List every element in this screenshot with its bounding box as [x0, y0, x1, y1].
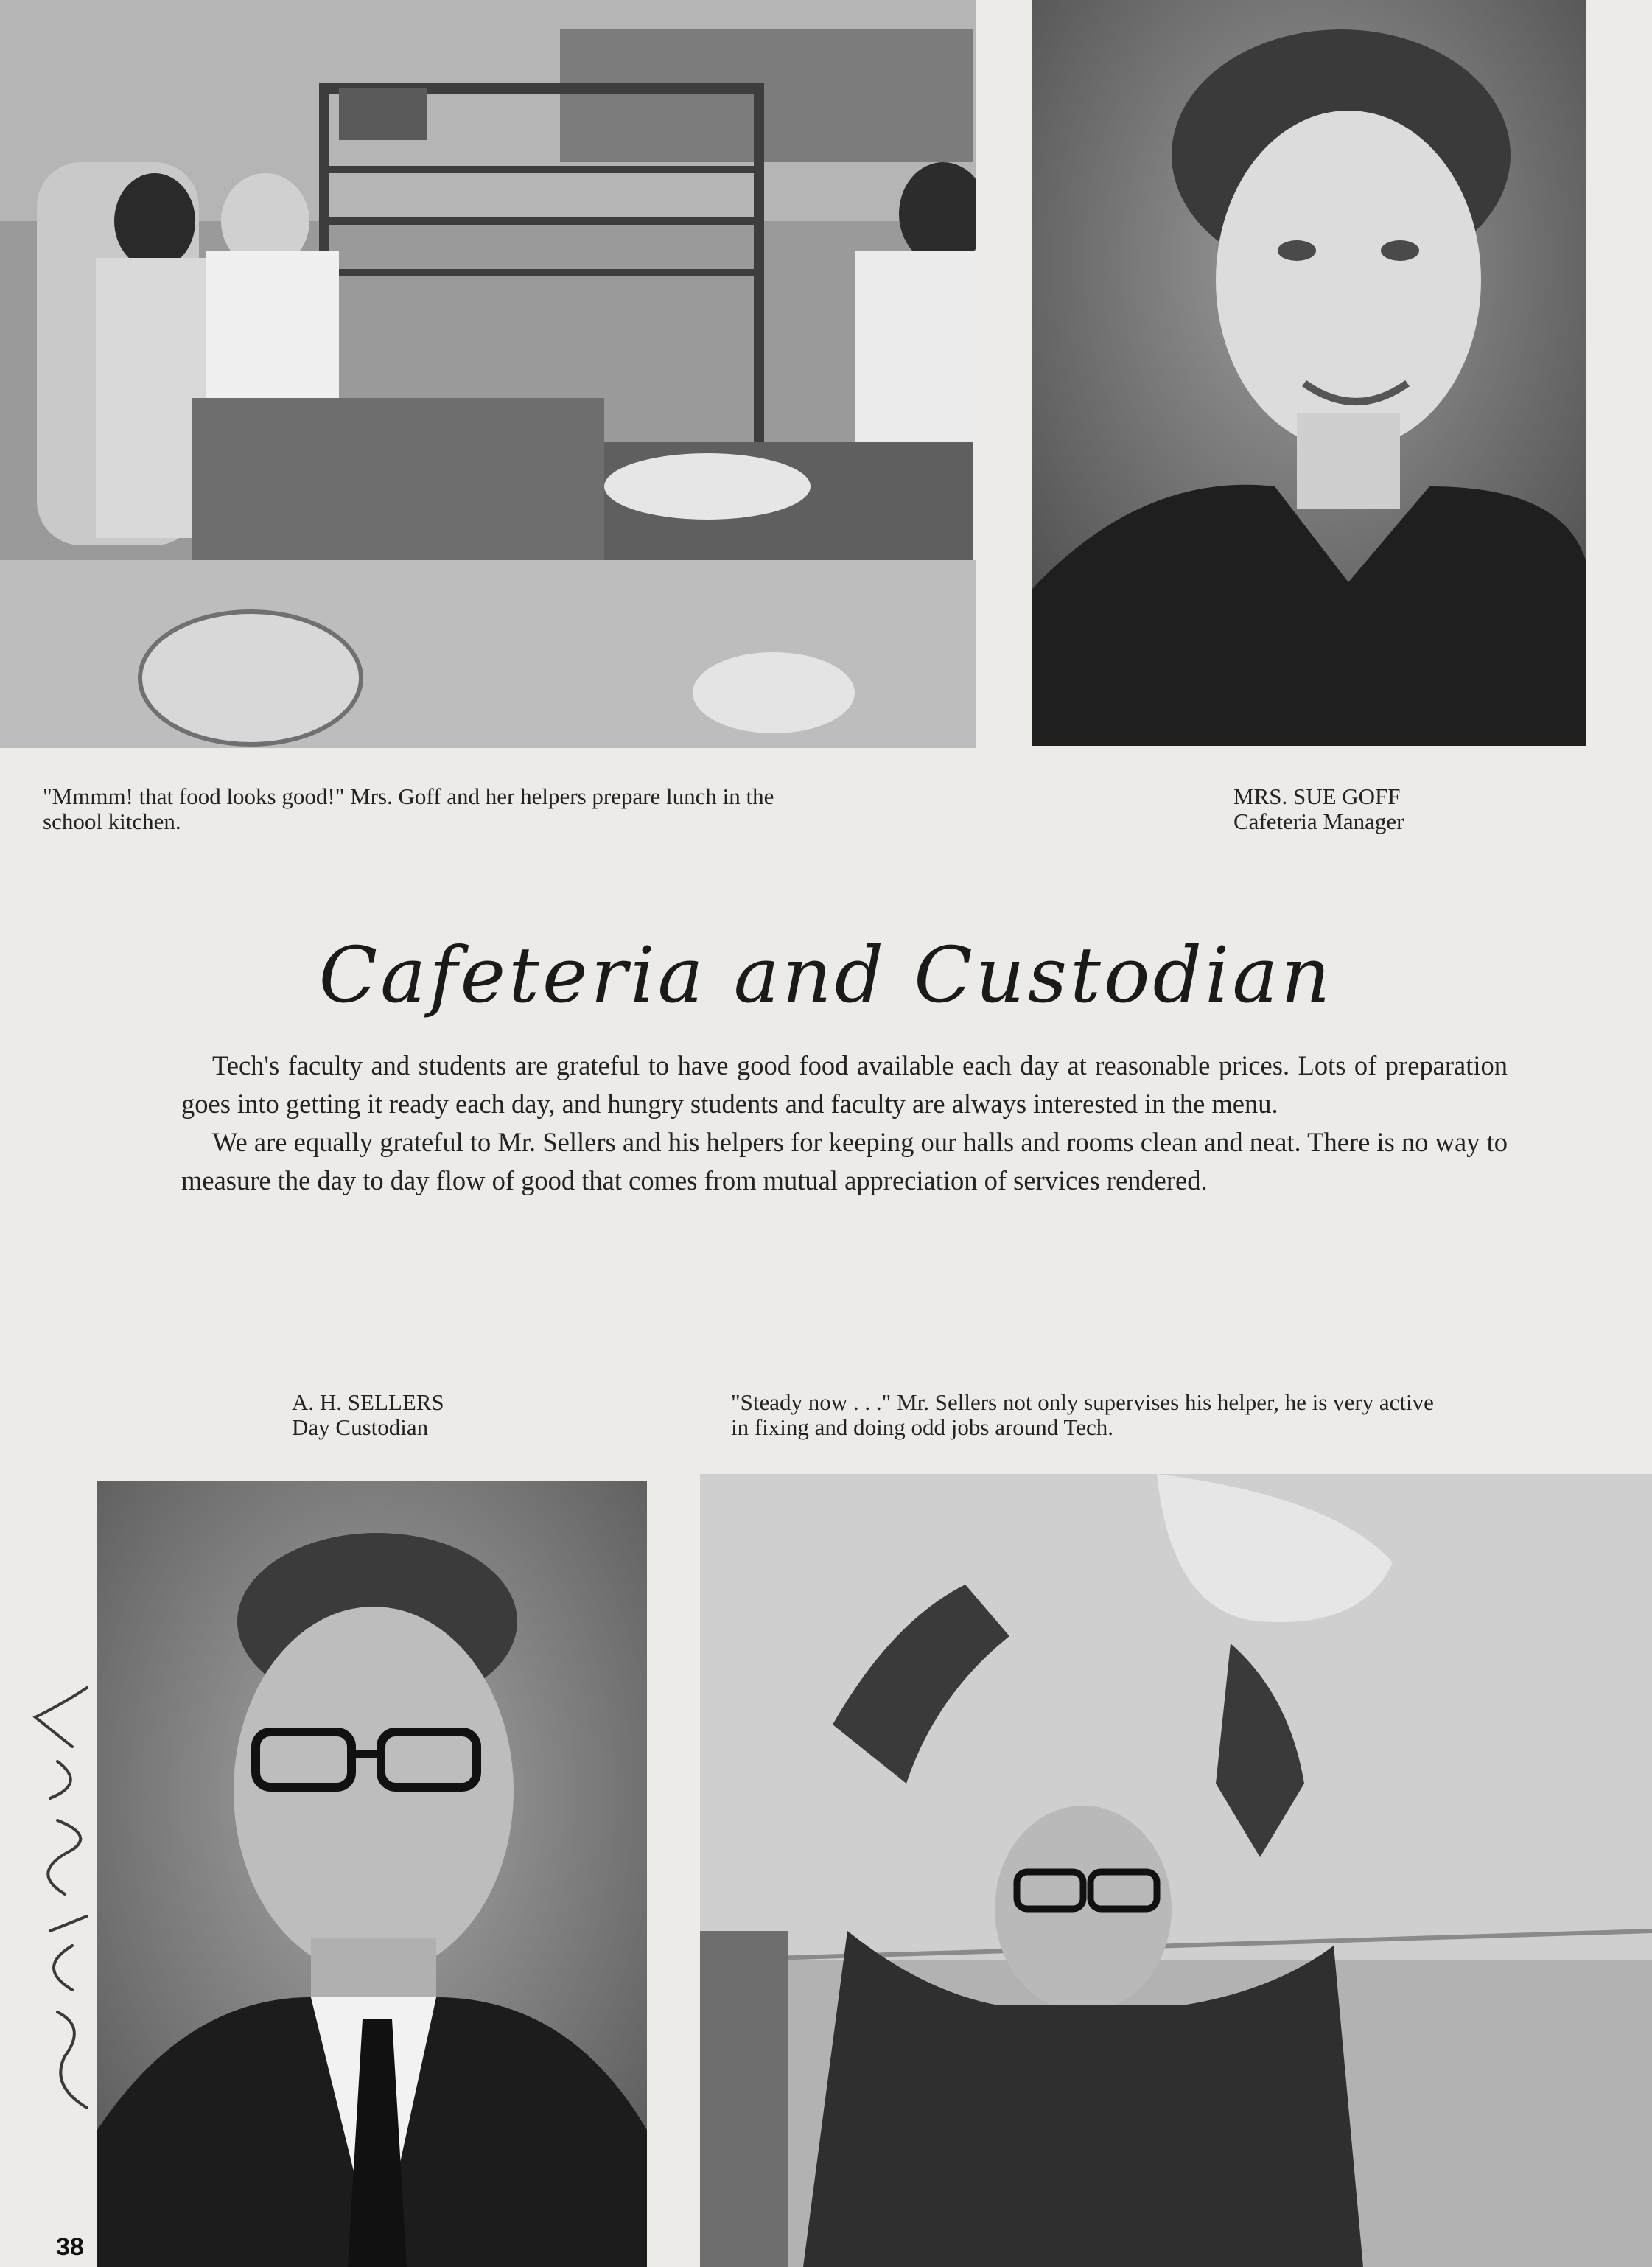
- sellers-action-caption-line-1: "Steady now . . ." Mr. Sellers not only supervises his helper, he is very active: [731, 1389, 1434, 1415]
- body-paragraph-1: Tech's faculty and students are grateful to have good food available each day at reasonable prices. Lots of preparation goes into getting it ready each day, and hungry students and faculty are always interested in the menu.: [181, 1050, 1508, 1119]
- body-text: [181, 1047, 1508, 1200]
- sellers-action-art: [700, 1474, 1652, 2267]
- sellers-portrait-photo: [97, 1481, 647, 2267]
- sellers-role: Day Custodian: [292, 1414, 429, 1440]
- sellers-signature: [6, 1673, 109, 2115]
- signature-stroke: [6, 1673, 109, 2115]
- sellers-portrait-caption: [292, 1390, 444, 1440]
- kitchen-photo-art: [0, 0, 976, 748]
- sellers-portrait-art: [97, 1481, 647, 2267]
- goff-role: Cafeteria Manager: [1233, 808, 1404, 834]
- goff-name: MRS. SUE GOFF: [1233, 783, 1401, 809]
- sellers-name: A. H. SELLERS: [292, 1389, 444, 1415]
- page-number: 38: [56, 2233, 84, 2261]
- goff-portrait-caption: [1233, 784, 1404, 834]
- sellers-action-photo: [700, 1474, 1652, 2267]
- kitchen-caption-line-2: school kitchen.: [43, 808, 181, 834]
- page-title: Cafeteria and Custodian: [318, 930, 1334, 1020]
- body-paragraph-2: We are equally grateful to Mr. Sellers and his helpers for keeping our halls and rooms clean and neat. There is no way to measure the day to day flow of good that comes from mutual appreciation of services rendered.: [181, 1127, 1508, 1195]
- kitchen-photo: [0, 0, 976, 748]
- goff-portrait-photo: [1032, 0, 1586, 746]
- kitchen-photo-caption: [43, 784, 774, 834]
- sellers-action-caption-line-2: in fixing and doing odd jobs around Tech.: [731, 1414, 1114, 1440]
- sellers-action-caption: [731, 1390, 1434, 1440]
- goff-portrait-art: [1032, 0, 1586, 746]
- kitchen-caption-line-1: "Mmmm! that food looks good!" Mrs. Goff and her helpers prepare lunch in the: [43, 783, 774, 809]
